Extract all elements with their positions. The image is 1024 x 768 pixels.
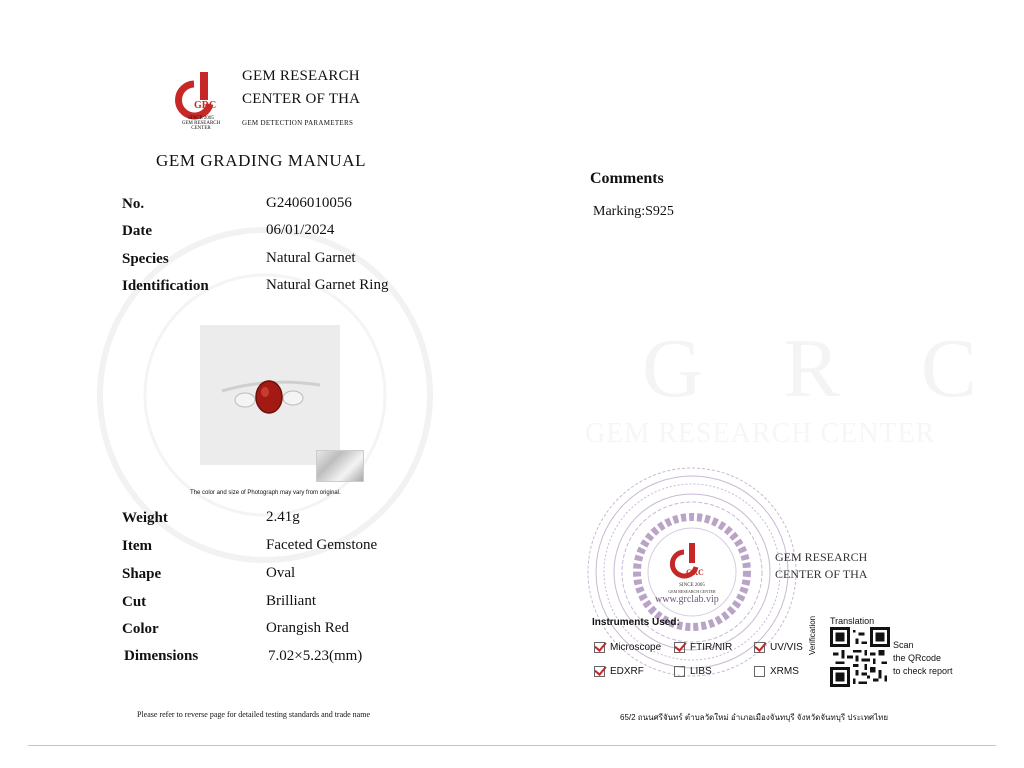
photo-caption: The color and size of Photograph may vary from original.	[190, 490, 341, 496]
xrms-checkbox	[754, 666, 765, 677]
brand-tagline: GEM DETECTION PARAMETERS	[242, 119, 354, 127]
brand-name-line1: GEM RESEARCH	[242, 68, 360, 84]
identification-label: Identification	[122, 278, 209, 294]
cut-value: Brilliant	[266, 593, 316, 609]
no-label: No.	[122, 196, 145, 212]
grc-watermark-sub: GEM RESEARCH CENTER	[585, 418, 936, 449]
species-label: Species	[122, 251, 169, 267]
ftir-checkbox	[674, 642, 685, 653]
color-label: Color	[122, 621, 159, 637]
dimensions-value: 7.02×5.23(mm)	[268, 648, 363, 664]
svg-text:GRC: GRC	[194, 100, 217, 111]
qr-code-icon[interactable]	[830, 627, 890, 687]
translation-label: Translation	[830, 616, 875, 626]
seal-brand-line1: GEM RESEARCH	[775, 550, 868, 564]
item-value: Faceted Gemstone	[266, 537, 378, 553]
footer-note: Please refer to reverse page for detailed testing standards and trade name	[137, 710, 371, 719]
weight-label: Weight	[122, 510, 168, 526]
seal-logo-text: GRC	[686, 568, 704, 577]
seal-brand-line2: CENTER OF THA	[775, 567, 868, 581]
microscope-label: Microscope	[610, 642, 662, 653]
shape-value: Oval	[266, 565, 296, 581]
comments-title: Comments	[590, 170, 664, 187]
ftir-label: FTIR/NIR	[690, 642, 733, 653]
date-value: 06/01/2024	[266, 222, 335, 238]
color-value: Orangish Red	[266, 620, 349, 636]
item-label: Item	[122, 538, 152, 554]
seal-since: SINCE 2005	[679, 583, 705, 588]
document-title: GEM GRADING MANUAL	[156, 151, 367, 170]
uvvis-checkbox	[754, 642, 765, 653]
qr-scan-line1: Scan	[893, 640, 914, 650]
qr-scan-line3: to check report	[893, 666, 953, 676]
footer-address: 65/2 ถนนศรีจันทร์ ตำบลวัดใหม่ อำเภอเมืองจันทบุรี จังหวัดจันทบุรี ประเทศไทย	[620, 713, 889, 722]
comments-text: Marking:S925	[593, 204, 674, 219]
libs-checkbox	[674, 666, 685, 677]
no-value: G2406010056	[266, 195, 352, 211]
website-url: www.grclab.vip	[655, 594, 719, 605]
verification-label: Verification	[808, 615, 817, 655]
edxrf-checkbox	[594, 666, 605, 677]
since-label: SINCE 2005 GEM RESEARCH CENTER	[181, 116, 221, 131]
ring-image	[200, 325, 340, 465]
hologram-sticker	[316, 450, 364, 482]
identification-value: Natural Garnet Ring	[266, 277, 389, 293]
species-value: Natural Garnet	[266, 250, 356, 266]
xrms-label: XRMS	[770, 666, 799, 677]
microscope-checkbox	[594, 642, 605, 653]
shape-label: Shape	[122, 566, 162, 582]
weight-value: 2.41g	[266, 509, 300, 525]
seal-sub: GEM RESEARCH CENTER	[668, 589, 716, 594]
uvvis-label: UV/VIS	[770, 642, 803, 653]
libs-label: LIBS	[690, 666, 712, 677]
bottom-divider	[28, 745, 996, 746]
dimensions-label: Dimensions	[124, 648, 199, 664]
edxrf-label: EDXRF	[610, 666, 644, 677]
qr-scan-line2: the QRcode	[893, 653, 942, 663]
gemstone-photo	[200, 325, 340, 465]
instruments-title: Instruments Used:	[592, 617, 680, 628]
grc-watermark: G R C	[642, 322, 1007, 415]
cut-label: Cut	[122, 594, 147, 610]
brand-name-line2: CENTER OF THA	[242, 91, 361, 107]
date-label: Date	[122, 223, 152, 239]
